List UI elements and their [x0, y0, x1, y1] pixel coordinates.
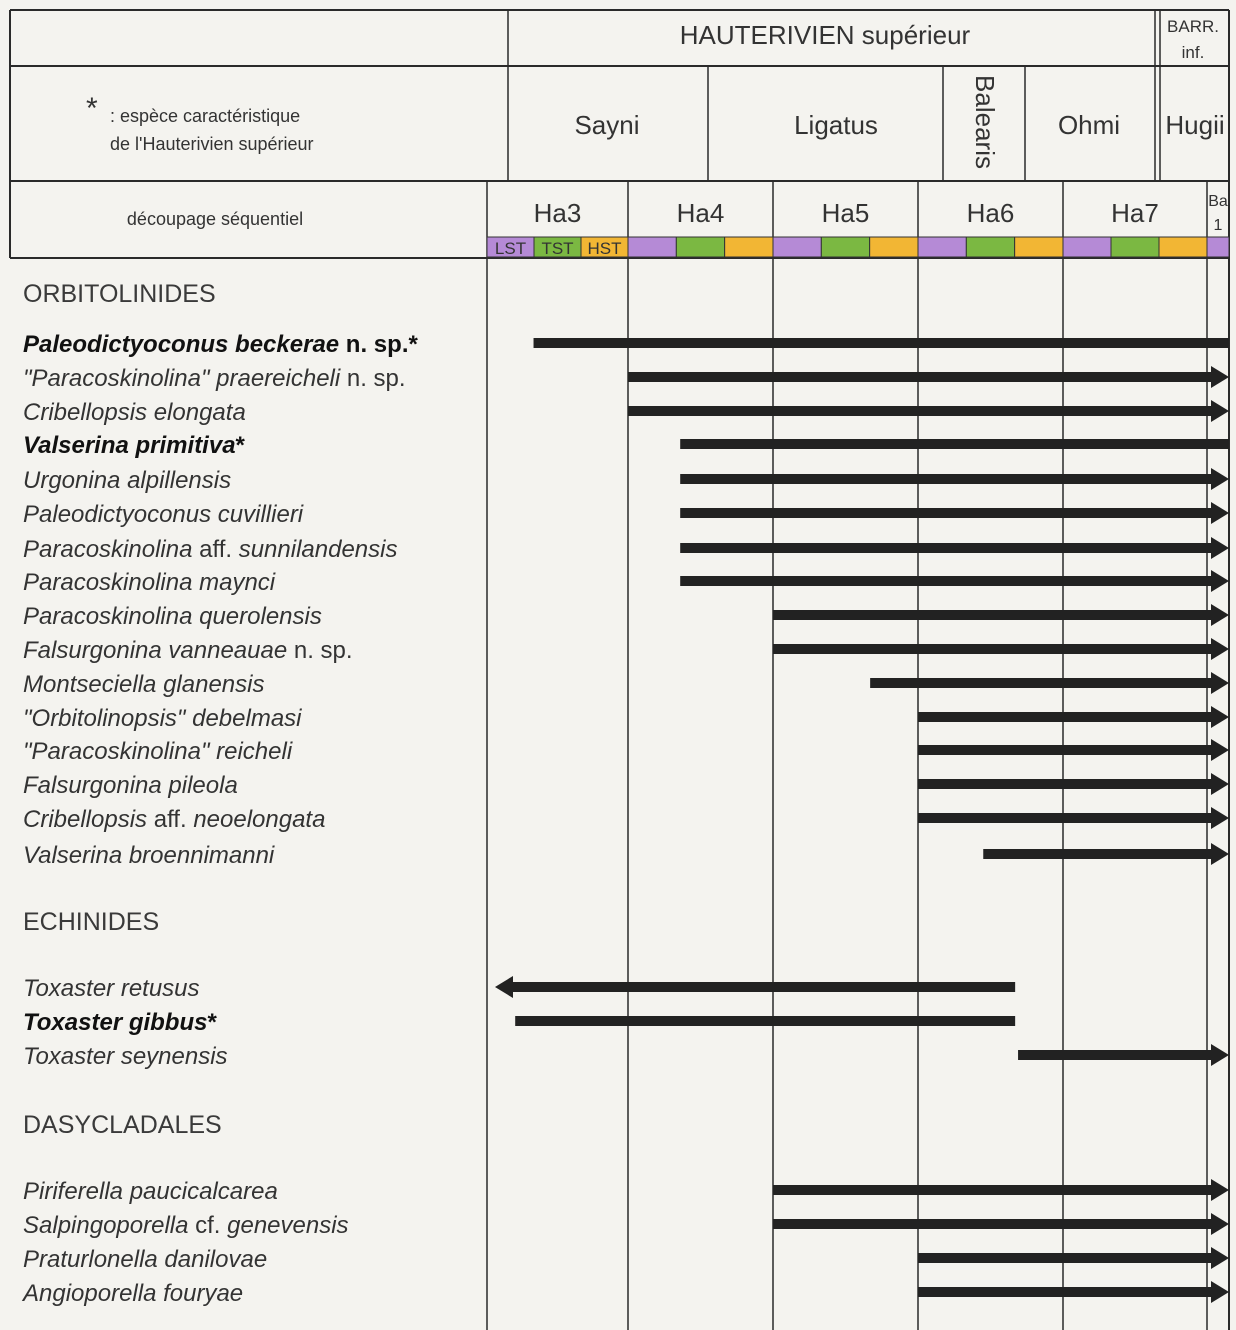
range-arrow-right — [1211, 706, 1229, 728]
species-name: Toxaster seynensis — [23, 1043, 228, 1070]
species-row — [23, 399, 1229, 426]
systems-tract-tst — [676, 237, 724, 257]
species-row — [23, 467, 1229, 494]
systems-tract-label: LST — [494, 239, 527, 258]
zone-ligatus: Ligatus — [794, 110, 878, 140]
species-row — [23, 536, 1229, 563]
species-name: Salpingoporella cf. genevensis — [23, 1212, 349, 1239]
stage-title: HAUTERIVIEN supérieur — [679, 20, 971, 50]
range-arrow-right — [1211, 1247, 1229, 1269]
range-arrow-right — [1211, 672, 1229, 694]
species-name: Falsurgonina pileola — [23, 772, 238, 799]
group-heading-dasycladales: DASYCLADALES — [23, 1111, 222, 1139]
systems-tracts-band — [487, 237, 1229, 258]
species-name: "Paracoskinolina" praereicheli n. sp. — [23, 365, 406, 392]
range-bar — [773, 1185, 1213, 1195]
range-arrow-right — [1211, 1044, 1229, 1066]
range-arrow-right — [1211, 1281, 1229, 1303]
species-row — [23, 772, 1229, 799]
range-arrow-right — [1211, 773, 1229, 795]
range-arrow-right — [1211, 570, 1229, 592]
last-sequence-number: 1 — [1213, 217, 1223, 234]
range-bar — [680, 474, 1213, 484]
zone-sayni: Sayni — [574, 110, 640, 140]
range-arrow-right — [1211, 638, 1229, 660]
range-bar — [918, 712, 1213, 722]
systems-tract-tst — [1111, 237, 1159, 257]
range-bar — [870, 678, 1213, 688]
species-row — [23, 1212, 1229, 1239]
species-suffix: * — [207, 1009, 217, 1036]
range-arrow-right — [1211, 604, 1229, 626]
range-bar — [918, 1287, 1213, 1297]
species-name: Valserina primitiva* — [23, 432, 245, 459]
species-row — [23, 806, 1229, 833]
species-suffix: n. sp. — [340, 365, 406, 392]
systems-tract-tst — [966, 237, 1014, 257]
range-arrow-right — [1211, 1179, 1229, 1201]
species-row — [23, 1043, 1229, 1070]
species-suffix: n. sp. — [287, 637, 353, 664]
species-name: Paracoskinolina maynci — [23, 569, 276, 596]
range-bar — [680, 576, 1213, 586]
species-row — [23, 569, 1229, 596]
legend-line-1: : espèce caractéristique — [110, 106, 301, 126]
last-sequence-label: Ba — [1208, 193, 1228, 210]
systems-tract-tst — [821, 237, 869, 257]
range-bar — [773, 610, 1213, 620]
range-arrow-right — [1211, 400, 1229, 422]
species-name: Paleodictyoconus beckerae n. sp.* — [23, 331, 418, 358]
species-name: "Paracoskinolina" reicheli — [23, 738, 293, 765]
sequence-headers — [534, 193, 1228, 234]
systems-tract-lst — [1063, 237, 1111, 257]
systems-tract-lst — [1207, 237, 1229, 257]
group-heading-echinides: ECHINIDES — [23, 908, 160, 936]
range-bar — [515, 1016, 1015, 1026]
range-bar — [773, 1219, 1213, 1229]
range-arrow-left — [495, 976, 513, 998]
species-name: Falsurgonina vanneauae n. sp. — [23, 637, 353, 664]
sequence-label-ha6: Ha6 — [966, 198, 1015, 228]
range-arrow-right — [1211, 807, 1229, 829]
legend-star: * — [86, 92, 98, 125]
species-row — [23, 637, 1229, 664]
range-bar — [1018, 1050, 1213, 1060]
range-bar — [983, 849, 1213, 859]
range-bar — [534, 338, 1229, 348]
species-name: Cribellopsis aff. neoelongata — [23, 806, 326, 833]
next-stage-line-2: inf. — [1181, 43, 1205, 62]
range-bar — [628, 372, 1213, 382]
range-arrow-right — [1211, 537, 1229, 559]
species-row — [23, 671, 1229, 698]
systems-tract-lst — [628, 237, 676, 257]
species-name: "Orbitolinopsis" debelmasi — [23, 705, 302, 732]
range-bar — [918, 813, 1213, 823]
species-name: Paracoskinolina querolensis — [23, 603, 322, 630]
species-name: Piriferella paucicalcarea — [23, 1178, 278, 1205]
range-bar — [918, 779, 1213, 789]
species-name: Montseciella glanensis — [23, 671, 265, 698]
species-rows — [21, 280, 1229, 1307]
species-row — [23, 365, 1229, 392]
species-name: Urgonina alpillensis — [23, 467, 232, 494]
sequence-label-ha5: Ha5 — [821, 198, 870, 228]
species-row — [21, 1280, 1229, 1307]
species-row — [23, 501, 1229, 528]
range-bar — [680, 543, 1213, 553]
species-name: Cribellopsis elongata — [23, 399, 246, 426]
systems-tract-hst — [1015, 237, 1063, 257]
range-arrow-right — [1211, 468, 1229, 490]
range-arrow-right — [1211, 366, 1229, 388]
legend-line-2: de l'Hauterivien supérieur — [110, 134, 314, 154]
range-arrow-right — [1211, 502, 1229, 524]
range-bar — [628, 406, 1213, 416]
species-row — [23, 603, 1229, 630]
species-row — [23, 331, 1229, 358]
systems-tract-hst — [725, 237, 773, 257]
species-name: Toxaster gibbus* — [23, 1009, 217, 1036]
range-bar — [918, 1253, 1213, 1263]
species-name: Toxaster retusus — [23, 975, 200, 1002]
species-row — [23, 1009, 1015, 1036]
species-suffix: * — [235, 432, 245, 459]
next-stage-line-1: BARR. — [1167, 17, 1219, 36]
systems-tract-hst — [870, 237, 918, 257]
range-bar — [680, 439, 1229, 449]
range-bar — [680, 508, 1213, 518]
range-bar — [773, 644, 1213, 654]
species-row — [23, 842, 1229, 869]
species-row — [23, 432, 1229, 459]
zone-hugii: Hugii — [1165, 110, 1225, 140]
species-row — [23, 975, 1015, 1002]
group-heading-orbitolinides: ORBITOLINIDES — [23, 280, 216, 308]
species-row — [23, 705, 1229, 732]
sequence-label-ha3: Ha3 — [533, 198, 582, 228]
sequence-label-ha7: Ha7 — [1111, 198, 1159, 228]
sequence-label-ha4: Ha4 — [676, 198, 725, 228]
sequence-label: découpage séquentiel — [126, 209, 304, 229]
range-arrow-right — [1211, 1213, 1229, 1235]
species-row — [23, 738, 1229, 765]
species-name: Paracoskinolina aff. sunnilandensis — [23, 536, 398, 563]
species-name: Paleodictyoconus cuvillieri — [23, 501, 304, 528]
species-row — [23, 1246, 1229, 1273]
zone-balearis: Balearis — [970, 75, 1000, 169]
zone-ohmi: Ohmi — [1057, 110, 1121, 140]
systems-tract-lst — [918, 237, 966, 257]
range-arrow-right — [1211, 843, 1229, 865]
species-suffix: n. sp.* — [339, 331, 418, 358]
species-row — [23, 1178, 1229, 1205]
range-bar — [918, 745, 1213, 755]
species-name: Praturlonella danilovae — [23, 1246, 268, 1273]
systems-tract-hst — [1159, 237, 1207, 257]
systems-tract-label: TST — [541, 239, 574, 258]
systems-tract-label: HST — [587, 239, 622, 258]
species-name: Angioporella fouryae — [23, 1280, 244, 1307]
range-arrow-right — [1211, 739, 1229, 761]
species-name: Valserina broennimanni — [23, 842, 275, 869]
range-bar — [511, 982, 1015, 992]
systems-tract-lst — [773, 237, 821, 257]
